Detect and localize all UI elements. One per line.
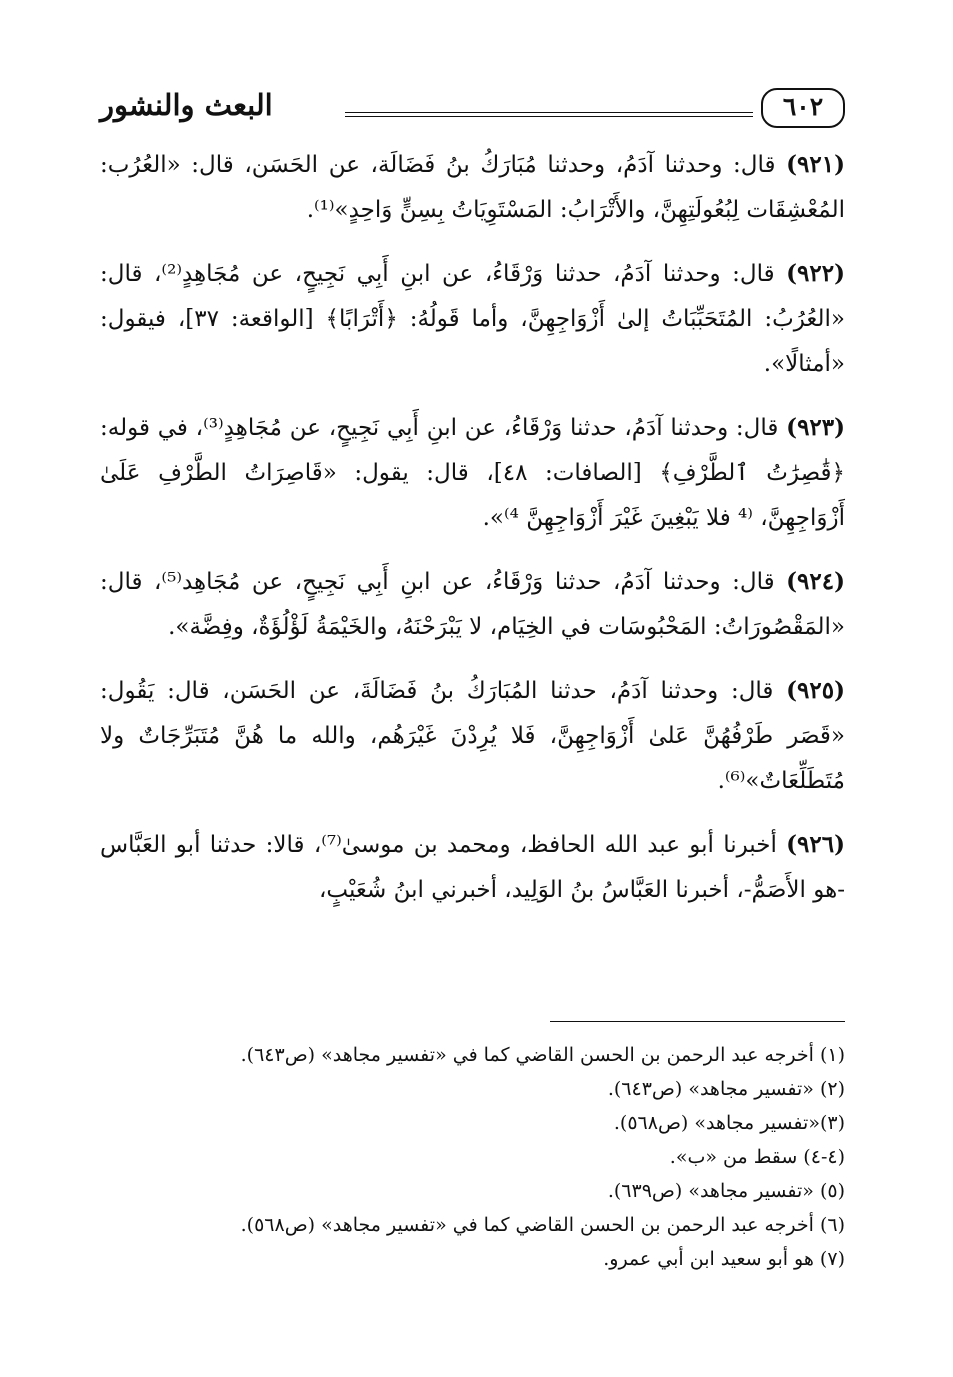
footnote-separator	[550, 1021, 845, 1022]
page-header	[100, 86, 845, 136]
footnote-5: (٥) «تفسير مجاهد» (ص٦٣٩).	[607, 1180, 845, 1202]
main-text	[100, 142, 845, 931]
footnote-2: (٢) «تفسير مجاهد» (ص٦٤٣).	[607, 1078, 845, 1100]
running-title: البعث والنشور	[100, 88, 273, 122]
paragraph-text: قال: وحدثنا آدَمُ، حدثنا وَرْقَاءُ، عن ابنِ أَبِي نَجِيحٍ، عن مُجَاهِد⁽⁵⁾، قال: «المَقْصُورَاتُ: المَحْبُوسَات في الخِيَام، لا يَبْرَحْنَهُ، والخَيْمَةُ لَؤْلُؤَةٌ، وفِضَّة».	[100, 569, 845, 640]
paragraph-924	[100, 559, 845, 650]
paragraph-925	[100, 668, 845, 804]
paragraph-text: أخبرنا أبو عبد الله الحافظ، ومحمد بن موسىٰ⁽⁷⁾، قالا: حدثنا أبو العَبَّاس -هو الأَصَمُّ-، أخبرنا العَبَّاسُ بنُ الوَلِيد، أخبرني ابنُ شُعَيْبٍ،	[100, 832, 845, 903]
paragraph-text: قال: وحدثنا آدَمُ، حدثنا وَرْقَاءُ، عن ابنِ أَبِي نَجِيحٍ، عن مُجَاهِدٍ⁽³⁾، في قوله: ﴿قَٰصِرَٰتُ ٱلطَّرْفِ﴾ [الصافات: ٤٨]، قال: يقول: «قَاصِرَاتُ الطَّرْفِ عَلَىٰ أَزْوَاجِهِنَّ، ⁽⁴ فلا يَبْغِينَ غَيْرَ أَزْوَاجِهِنَّ ⁴⁾».	[100, 415, 846, 531]
paragraph-922	[100, 251, 845, 387]
hadith-number: (٩٢١)	[786, 151, 845, 178]
footnote-3: (٣)«تفسير مجاهد» (ص٥٦٨).	[613, 1112, 845, 1134]
hadith-number: (٩٢٥)	[786, 677, 845, 704]
hadith-number: (٩٢٦)	[786, 831, 845, 858]
paragraph-926	[100, 822, 845, 913]
footnotes	[100, 1038, 845, 1276]
hadith-number: (٩٢٣)	[786, 414, 846, 441]
paragraph-921	[100, 142, 845, 233]
paragraph-text: قال: وحدثنا آدَمُ، حدثنا وَرْقَاءُ، عن ابنِ أَبِي نَجِيحٍ، عن مُجَاهِدٍ⁽²⁾، قال: «العُرُبُ: المُتَحَبِّبَاتُ إلىٰ أَزْوَاجِهِنَّ، وأما قَولُهُ: ﴿أَتْرَابًا﴾ [الواقعة: ٣٧]، فيقول: «أمثالًا».	[100, 261, 845, 377]
hadith-number: (٩٢٤)	[786, 568, 845, 595]
paragraph-923	[100, 405, 845, 541]
page-number: ٦٠٢	[761, 88, 845, 128]
footnote-7: (٧) هو أبو سعيد ابن أبي عمرو.	[603, 1248, 845, 1270]
footnote-6: (٦) أخرجه عبد الرحمن بن الحسن القاضي كما في «تفسير مجاهد» (ص٥٦٨).	[240, 1214, 845, 1236]
hadith-number: (٩٢٢)	[786, 260, 845, 287]
footnote-4: (٤-٤) سقط من «ب».	[669, 1146, 845, 1168]
paragraph-text: قال: وحدثنا آدَمُ، حدثنا المُبَارَكُ بنُ فَضَالَةَ، عن الحَسَن، قال: يَقُول: «قَصَر طَرْفُهُنَّ عَلىٰ أَزْوَاجِهِنَّ، فَلا يُرِدْنَ غَيْرَهُم، والله ما هُنَّ مُتَبَرِّجَاتٌ ولا مُتَطَلِّعَاتٌ»⁽⁶⁾.	[100, 678, 845, 794]
paragraph-text: قال: وحدثنا آدَمُ، وحدثنا مُبَارَكُ بنُ فَضَالَة، عن الحَسَن، قال: «العُرُب: المُعْشِقَات لِبُعُولَتِهِنَّ، والأَتْرَابُ: المَسْتَوِيَاتُ بِسِنٍّ وَاحِدٍ»⁽¹⁾.	[100, 152, 845, 223]
footnote-1: (١) أخرجه عبد الرحمن بن الحسن القاضي كما في «تفسير مجاهد» (ص٦٤٣).	[240, 1044, 845, 1066]
header-rule	[345, 112, 753, 117]
